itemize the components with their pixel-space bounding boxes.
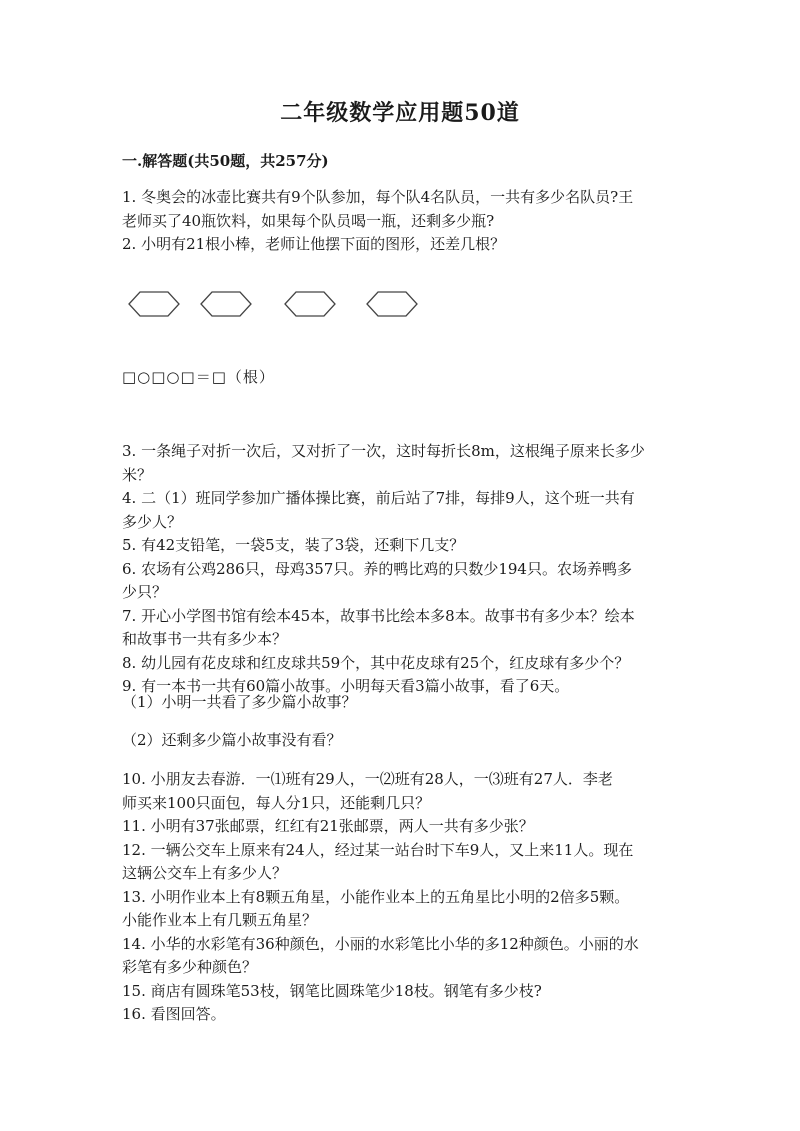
questions-block-3 <box>122 768 687 1027</box>
question-line: 12. 一辆公交车上原来有24人，经过某一站台时下车9人，又上来11人。现在 <box>122 840 634 859</box>
question-line: 多少人？ <box>122 512 183 531</box>
hexagon-figure <box>128 290 428 320</box>
hexagon-shape <box>128 290 180 318</box>
question-line: 2. 小明有21根小棒，老师让他摆下面的图形，还差几根？ <box>122 235 506 253</box>
answer-formula: □○□○□＝□（根） <box>122 368 275 386</box>
question-line: 彩笔有多少种颜色？ <box>122 958 258 976</box>
hexagon-shape <box>200 290 252 318</box>
page-title: 二年级数学应用题50道 <box>280 100 520 126</box>
question-line: 4. 二（1）班同学参加广播体操比赛，前后站了7排，每排9人，这个班一共有 <box>122 489 635 507</box>
question-line: 10. 小朋友去春游．一⑴班有29人，一⑵班有28人，一⑶班有27人．李老 <box>122 770 613 788</box>
question-line: 少只？ <box>122 583 168 601</box>
question-line: 米？ <box>122 465 153 484</box>
question-line: 小能作业本上有几颗五角星？ <box>122 911 318 929</box>
question-line: 3. 一条绳子对折一次后，又对折了一次，这时每折长8m，这根绳子原来长多少 <box>122 442 645 460</box>
question-line: 14. 小华的水彩笔有36种颜色，小丽的水彩笔比小华的多12种颜色。小丽的水 <box>122 934 639 953</box>
question-line: 13. 小明作业本上有8颗五角星，小能作业本上的五角星比小明的2倍多5颗。 <box>122 887 630 906</box>
hexagon-shape <box>366 290 418 318</box>
question-line: 16. 看图回答。 <box>122 1005 226 1023</box>
question-line: 这辆公交车上有多少人？ <box>122 864 288 882</box>
questions-block-2 <box>122 440 687 699</box>
sub-question-2: （2）还剩多少篇小故事没有看？ <box>122 731 342 749</box>
question-line: 7. 开心小学图书馆有绘本45本，故事书比绘本多8本。故事书有多少本？绘本 <box>122 606 635 625</box>
questions-block-1 <box>122 186 687 257</box>
question-line: 8. 幼儿园有花皮球和红皮球共59个，其中花皮球有25个，红皮球有多少个？ <box>122 653 630 672</box>
section-heading: 一.解答题(共50题，共257分) <box>122 152 329 170</box>
question-line: 师买来100只面包，每人分1只，还能剩几只？ <box>122 793 431 812</box>
question-line: 15. 商店有圆珠笔53枝，钢笔比圆珠笔少18枝。钢笔有多少枝? <box>122 981 542 1000</box>
question-line: 和故事书一共有多少本？ <box>122 630 288 648</box>
question-line: 9. 有一本书一共有60篇小故事。小明每天看3篇小故事，看了6天。 <box>122 677 570 695</box>
sub-question-1: （1）小明一共看了多少篇小故事？ <box>122 693 357 711</box>
question-line: 5. 有42支铅笔，一袋5支，装了3袋，还剩下几支？ <box>122 536 465 554</box>
question-line: 老师买了40瓶饮料，如果每个队员喝一瓶，还剩多少瓶? <box>122 211 495 230</box>
question-line: 11. 小明有37张邮票，红红有21张邮票，两人一共有多少张？ <box>122 817 534 835</box>
hexagon-shape <box>284 290 336 318</box>
question-line: 6. 农场有公鸡286只，母鸡357只。养的鸭比鸡的只数少194只。农场养鸭多 <box>122 559 632 578</box>
question-line: 1. 冬奥会的冰壶比赛共有9个队参加，每个队4名队员，一共有多少名队员?王 <box>122 188 634 206</box>
